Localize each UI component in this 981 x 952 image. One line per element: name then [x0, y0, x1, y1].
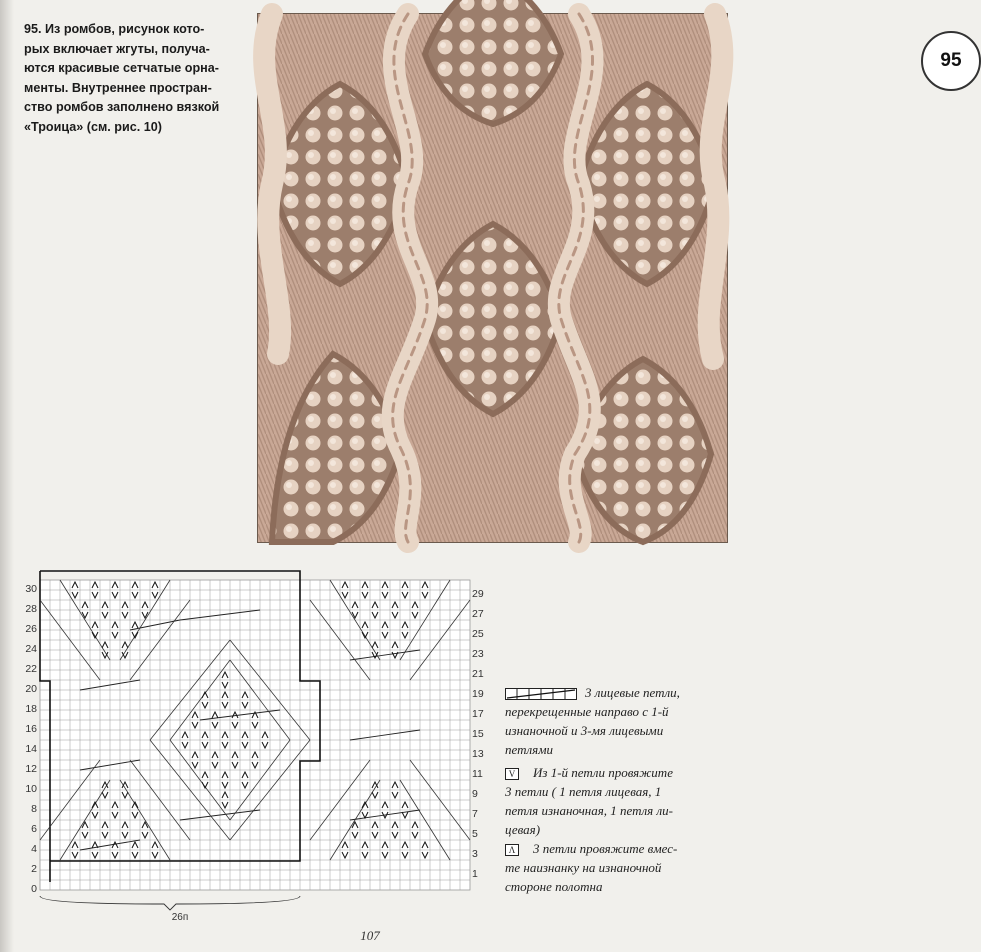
- description-line: ство ромбов заполнено вязкой: [24, 100, 220, 114]
- legend-text: петлями: [505, 742, 553, 757]
- row-number-right: 1: [472, 868, 478, 880]
- legend-text: те наизнанку на изнаночной: [505, 860, 662, 875]
- row-number-left: 26: [25, 623, 37, 635]
- legend-text: Из 1-й петли провяжите: [533, 765, 673, 780]
- row-number-right: 9: [472, 788, 478, 800]
- row-number-right: 5: [472, 828, 478, 840]
- legend-text: изнаночной и 3-мя лицевыми: [505, 723, 664, 738]
- pattern-description: [24, 20, 234, 137]
- description-line: «Троица» (см. рис. 10): [24, 119, 162, 134]
- pattern-number-badge: 95: [921, 31, 981, 91]
- legend-text: цевая): [505, 822, 541, 837]
- knit-texture-illustration: [258, 14, 727, 542]
- row-number-left: 0: [31, 883, 37, 895]
- row-number-right: 29: [472, 588, 484, 600]
- legend-text: стороне полотна: [505, 879, 603, 894]
- row-number-right: 13: [472, 748, 484, 760]
- row-number-left: 30: [25, 583, 37, 595]
- row-number-right: 19: [472, 688, 484, 700]
- row-number-left: 20: [25, 683, 37, 695]
- row-number-right: 27: [472, 608, 484, 620]
- stitch-count-brace: [40, 896, 300, 910]
- row-number-right: 7: [472, 808, 478, 820]
- row-number-left: 12: [25, 763, 37, 775]
- row-number-left: 24: [25, 643, 37, 655]
- legend-text: 3 петли провяжите вмес-: [533, 841, 678, 856]
- page-number: 107: [360, 928, 380, 943]
- row-number-left: 10: [25, 783, 37, 795]
- description-line: ются красивые сетчатые орна-: [24, 61, 219, 75]
- description-line: 95. Из ромбов, рисунок кото-: [24, 22, 205, 36]
- row-number-left: 18: [25, 703, 37, 715]
- legend-item-cable: [505, 683, 731, 759]
- row-number-left: 28: [25, 603, 37, 615]
- legend-item-decrease: [505, 839, 731, 896]
- row-number-right: 25: [472, 628, 484, 640]
- row-number-left: 8: [31, 803, 37, 815]
- stitch-count-label: 26п: [171, 912, 189, 923]
- description-line: рых включает жгуты, получа-: [24, 41, 210, 56]
- legend-text: петля изнаночная, 1 петля ли-: [505, 803, 673, 818]
- row-number-left: 4: [31, 843, 37, 855]
- row-number-right: 21: [472, 668, 484, 680]
- legend-text: 3 лицевые петли,: [585, 685, 680, 700]
- row-number-left: 14: [25, 743, 37, 755]
- row-number-right: 23: [472, 648, 484, 660]
- knitted-sample-photo: [257, 13, 962, 543]
- legend-text: 3 петли ( 1 петля лицевая, 1: [505, 784, 662, 799]
- chart-legend: [505, 683, 731, 896]
- row-number-left: 2: [31, 863, 37, 875]
- row-number-right: 3: [472, 848, 478, 860]
- row-number-left: 6: [31, 823, 37, 835]
- legend-item-increase: [505, 763, 731, 839]
- cable-cross-right-icon: [505, 688, 577, 700]
- row-number-right: 17: [472, 708, 484, 720]
- increase-icon: V: [505, 768, 519, 780]
- row-number-right: 15: [472, 728, 484, 740]
- row-number-right: 11: [472, 768, 483, 780]
- decrease-icon: Λ: [505, 844, 519, 856]
- knitting-chart: [0, 570, 500, 930]
- legend-text: перекрещенные направо с 1-й: [505, 704, 669, 719]
- description-line: менты. Внутреннее простран-: [24, 80, 212, 95]
- row-number-left: 16: [25, 723, 37, 735]
- row-number-left: 22: [25, 663, 37, 675]
